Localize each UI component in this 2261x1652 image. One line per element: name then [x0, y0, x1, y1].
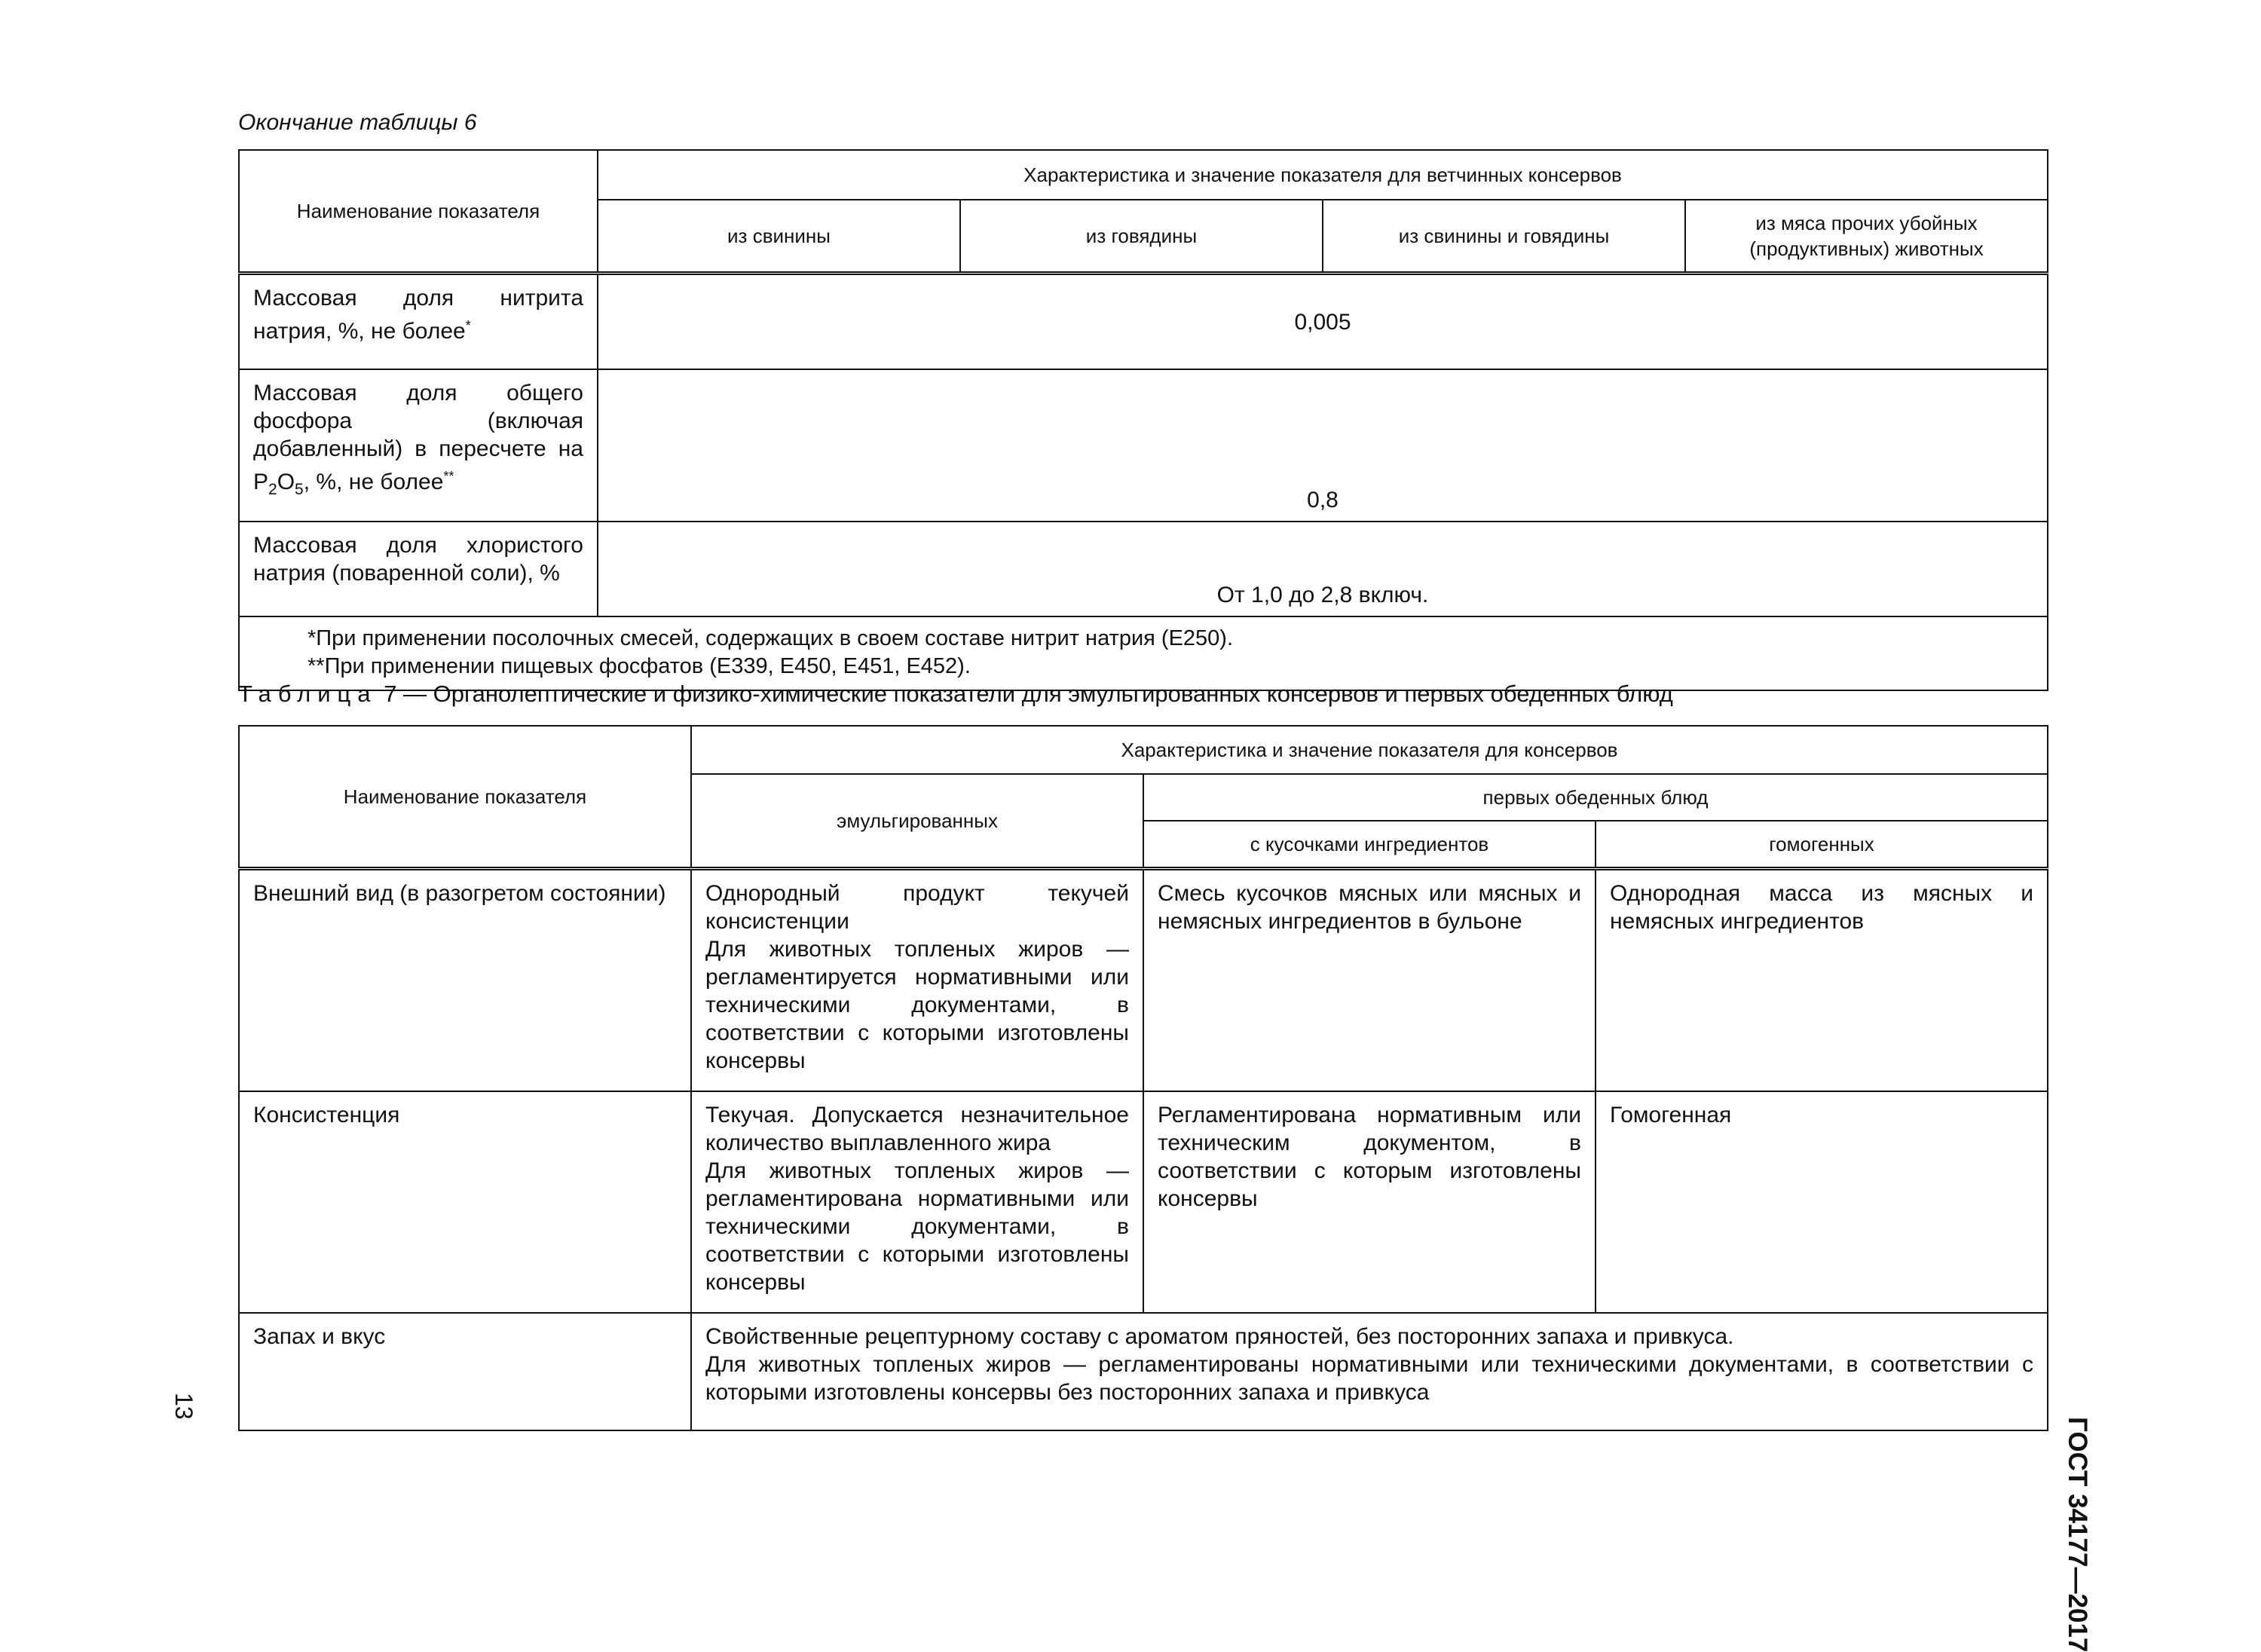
- row-value-phosphorus: 0,8: [598, 369, 2048, 522]
- row-value-salt: От 1,0 до 2,8 включ.: [598, 522, 2048, 616]
- table6-col-beef: из говядины: [960, 200, 1323, 274]
- table7-header-name: Наименование показателя: [239, 726, 691, 869]
- cell-appearance-homogeneous: Однородная масса из мясных и немясных ингредиентов: [1596, 869, 2048, 1092]
- table6-col-pork-beef: из свинины и говядины: [1323, 200, 1685, 274]
- table-row: [239, 274, 2048, 370]
- table-row: [239, 522, 2048, 616]
- table7-col-first-courses: первых обеденных блюд: [1143, 774, 2048, 821]
- table-row: [239, 369, 2048, 522]
- row-value-nitrite: 0,005: [598, 274, 2048, 370]
- cell-appearance-with-pieces: Смесь кусочков мясных или мясных и немясных ингредиентов в бульоне: [1143, 869, 1596, 1092]
- row-name-nitrite: Массовая доля нитрита натрия, %, не более*: [239, 274, 598, 370]
- footnote-1: *При применении посолочных смесей, содержащих в своем составе нитрит натрия (Е250).: [307, 626, 1234, 650]
- table7-header-group: Характеристика и значение показателя для консервов: [691, 726, 2048, 774]
- table6-header-name: Наименование показателя: [239, 150, 598, 274]
- table7-col-homogeneous: гомогенных: [1596, 821, 2048, 869]
- table6-header-group: Характеристика и значение показателя для ветчинных консервов: [598, 150, 2048, 200]
- standard-designation: ГОСТ 34177—2017: [2063, 1417, 2092, 1652]
- table7-caption: Таблица 7 — Органолептические и физико-химические показатели для эмульгированных консервов и первых обеденных блюд: [238, 681, 1673, 707]
- table-row: [239, 616, 2048, 690]
- page-number: 13: [170, 1393, 197, 1420]
- table7-col-emulsified: эмульгированных: [691, 774, 1143, 869]
- table6-col-other: из мяса прочих убойных (продуктивных) животных: [1685, 200, 2048, 274]
- table-row: [239, 869, 2048, 1092]
- cell-consistency-homogeneous: Гомогенная: [1596, 1091, 2048, 1313]
- table7-col-with-pieces: с кусочками ингредиентов: [1143, 821, 1596, 869]
- table6-caption: Окончание таблицы 6: [238, 110, 477, 135]
- row-name-phosphorus: Массовая доля общего фосфора (включая добавленный) в пересчете на $P_2O_5$, %, не более**: [239, 369, 598, 522]
- row-name-consistency: Консистенция: [239, 1091, 691, 1313]
- row-name-salt: Массовая доля хлористого натрия (поваренной соли), %: [239, 522, 598, 616]
- cell-smell-taste: Свойственные рецептурному составу с ароматом пряностей, без посторонних запаха и привкуса. Для животных топленых жиров — регламентированы нормативными или техническими документами, в соответствии с которыми изготовлены консервы без посторонних запаха и привкуса: [691, 1313, 2048, 1430]
- cell-consistency-emulsified: Текучая. Допускается незначительное количество выплавленного жира Для животных топленых жиров — регламентирована нормативными или техническими документами, в соответствии с которыми изготовлены консервы: [691, 1091, 1143, 1313]
- table6: [238, 149, 2048, 691]
- table-row: [239, 1091, 2048, 1313]
- table6-footnotes: [239, 616, 2048, 690]
- footnote-2: **При применении пищевых фосфатов (Е339, Е450, Е451, Е452).: [307, 654, 971, 678]
- table-row: [239, 1313, 2048, 1430]
- row-name-appearance: Внешний вид (в разогретом состоянии): [239, 869, 691, 1092]
- table6-col-pork: из свинины: [598, 200, 960, 274]
- row-name-smell-taste: Запах и вкус: [239, 1313, 691, 1430]
- cell-appearance-emulsified: Однородный продукт текучей консистенции Для животных топленых жиров — регламентируется нормативными или техническими документами, в соответствии с которыми изготовлены консервы: [691, 869, 1143, 1092]
- table7: [238, 725, 2048, 1431]
- cell-consistency-with-pieces: Регламентирована нормативным или техническим документом, в соответствии с которым изготовлены консервы: [1143, 1091, 1596, 1313]
